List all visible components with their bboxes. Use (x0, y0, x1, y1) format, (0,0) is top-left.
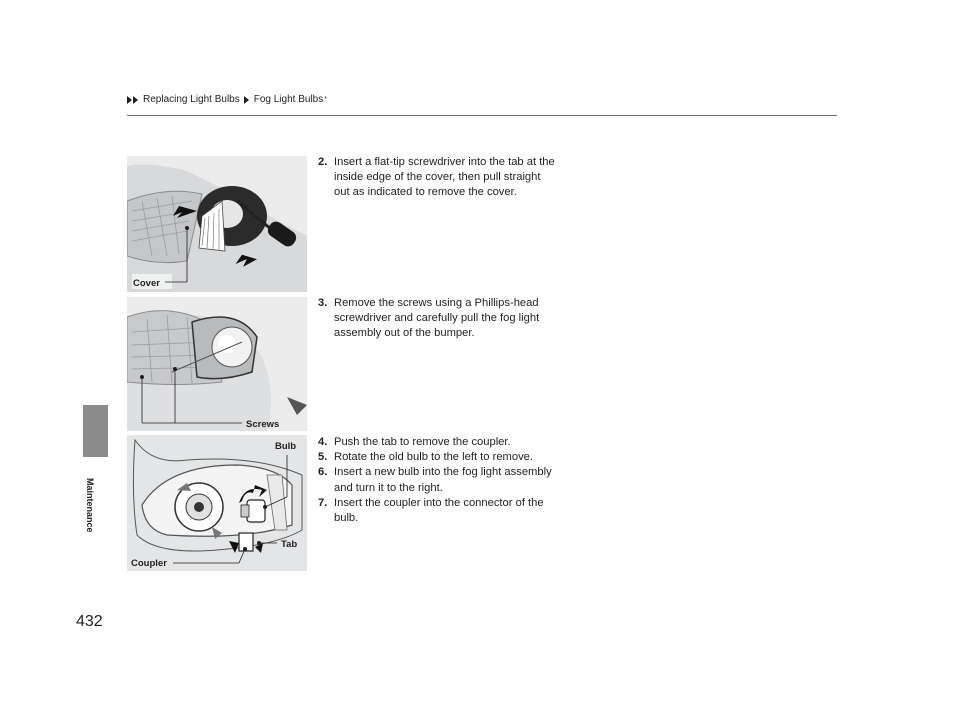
callout-bulb: Bulb (275, 441, 297, 452)
step-text: Remove the screws using a Phillips-head screwdriver and carefully pull the fog light assembly out of the bumper. (334, 297, 540, 340)
figure-screws (127, 297, 307, 431)
steps-block-cover (318, 155, 558, 201)
step-item (318, 496, 563, 526)
steps-block-screws (318, 296, 558, 342)
breadcrumb (127, 94, 327, 105)
callout-coupler: Coupler (131, 558, 167, 569)
step-number: 3. (318, 297, 328, 309)
breadcrumb-marker: * (324, 96, 327, 103)
figure-bulb-coupler (127, 435, 307, 571)
step-number: 2. (318, 156, 328, 168)
step-text: Insert a new bulb into the fog light assembly and turn it to the right. (334, 466, 552, 494)
step-text: Insert a flat-tip screwdriver into the tab at the inside edge of the cover, then pull straight out as indicated to remove the cover. (334, 156, 555, 199)
step-item (318, 155, 558, 201)
section-label: Maintenance (85, 478, 95, 533)
step-item (318, 465, 563, 495)
step-number: 4. (318, 436, 328, 448)
breadcrumb-arrow-icon (244, 96, 249, 104)
step-number: 5. (318, 451, 328, 464)
page-number: 432 (76, 613, 103, 630)
step-text: Push the tab to remove the coupler. (334, 436, 511, 448)
step-item (318, 435, 563, 450)
step-text: Insert the coupler into the connector of the bulb. (334, 496, 544, 525)
callout-screws: Screws (246, 419, 280, 430)
step-number: 7. (318, 496, 328, 509)
figure-cover-removal (127, 156, 307, 292)
breadcrumb-arrow-icon (133, 96, 138, 104)
section-tab-marker (83, 405, 108, 457)
step-item (318, 450, 563, 465)
breadcrumb-link-replacing-light-bulbs[interactable]: Replacing Light Bulbs (143, 94, 240, 105)
breadcrumb-current-fog-light-bulbs: Fog Light Bulbs (253, 94, 324, 105)
breadcrumb-arrow-icon (127, 96, 132, 104)
step-item (318, 296, 558, 342)
steps-block-bulb (318, 435, 563, 526)
callout-tab: Tab (281, 539, 298, 550)
callout-cover: Cover (133, 278, 160, 289)
step-text: Rotate the old bulb to the left to remove. (334, 451, 534, 464)
step-number: 6. (318, 466, 328, 479)
header-divider (127, 115, 837, 116)
